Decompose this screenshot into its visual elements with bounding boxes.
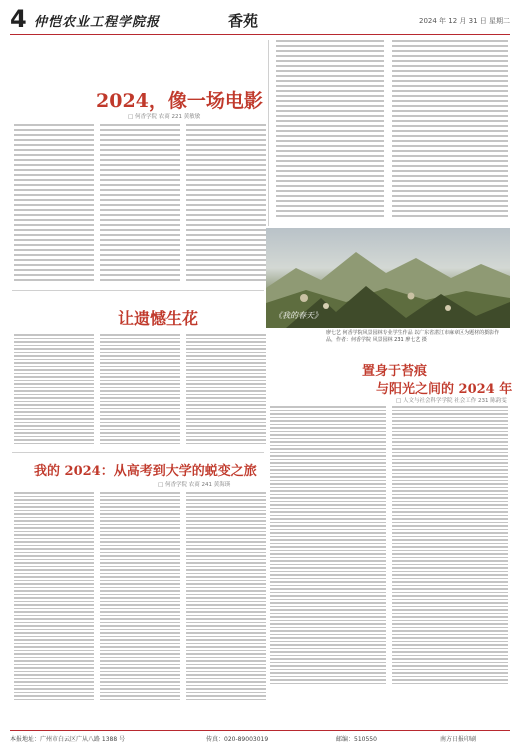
article-1-title: 2024，像一场电影	[96, 90, 263, 112]
article-3-col-1	[14, 492, 94, 724]
article-1-col-5	[392, 40, 508, 222]
article-2-col-3	[186, 334, 266, 446]
article-4-byline: □ 人文与社会科学学院 社会工作 231 陈韵雯	[396, 398, 507, 404]
paper-name: 仲恺农业工程学院报	[34, 15, 161, 30]
article-2-col-2	[100, 334, 180, 446]
divider	[12, 290, 264, 291]
masthead	[10, 6, 510, 35]
photo-caption: 廖七艺 何香学院风景园林专业学生作品 以广东省湛江市麻章区为题材的摄影作品，作者：何香学院 风景园林 231 廖七艺 摄	[326, 330, 500, 343]
section-title: 香苑	[228, 12, 259, 30]
article-4-title-line-1: 置身于苔痕	[362, 364, 428, 379]
article-4-col-1	[270, 406, 386, 724]
article-3-byline: □ 何香学院 农商 241 黄海瑛	[158, 482, 231, 488]
photo-title: 《我的春天》	[274, 311, 322, 320]
article-2-title: 让遗憾生花	[118, 309, 199, 328]
divider	[268, 40, 269, 226]
footer	[10, 730, 510, 743]
article-1-col-1	[14, 124, 94, 284]
article-3-col-2	[100, 492, 180, 724]
article-1-col-2	[100, 124, 180, 284]
article-1-col-3	[186, 124, 266, 284]
article-3-title: 我的 2024：从高考到大学的蜕变之旅	[34, 464, 257, 479]
article-2-col-1	[14, 334, 94, 446]
footer-phone: 传真：020-89003019	[206, 736, 269, 743]
article-4-title-line-2: 与阳光之间的 2024 年	[376, 382, 513, 397]
footer-postcode: 邮编：510550	[336, 736, 377, 743]
article-1-col-4	[276, 40, 384, 222]
article-4-col-2	[392, 406, 508, 724]
article-3-col-3	[186, 492, 266, 724]
footer-printer: 南方日报印刷	[440, 736, 477, 743]
page-number: 4	[10, 5, 27, 33]
divider	[12, 452, 264, 453]
footer-address: 本报地址：广州市白云区广从八路 1388 号	[10, 736, 126, 743]
article-1-byline: □ 何香学院 农商 221 黄敏敏	[128, 114, 201, 120]
issue-date: 2024 年 12 月 31 日 星期二	[419, 17, 510, 25]
photo-landscape	[266, 228, 510, 328]
